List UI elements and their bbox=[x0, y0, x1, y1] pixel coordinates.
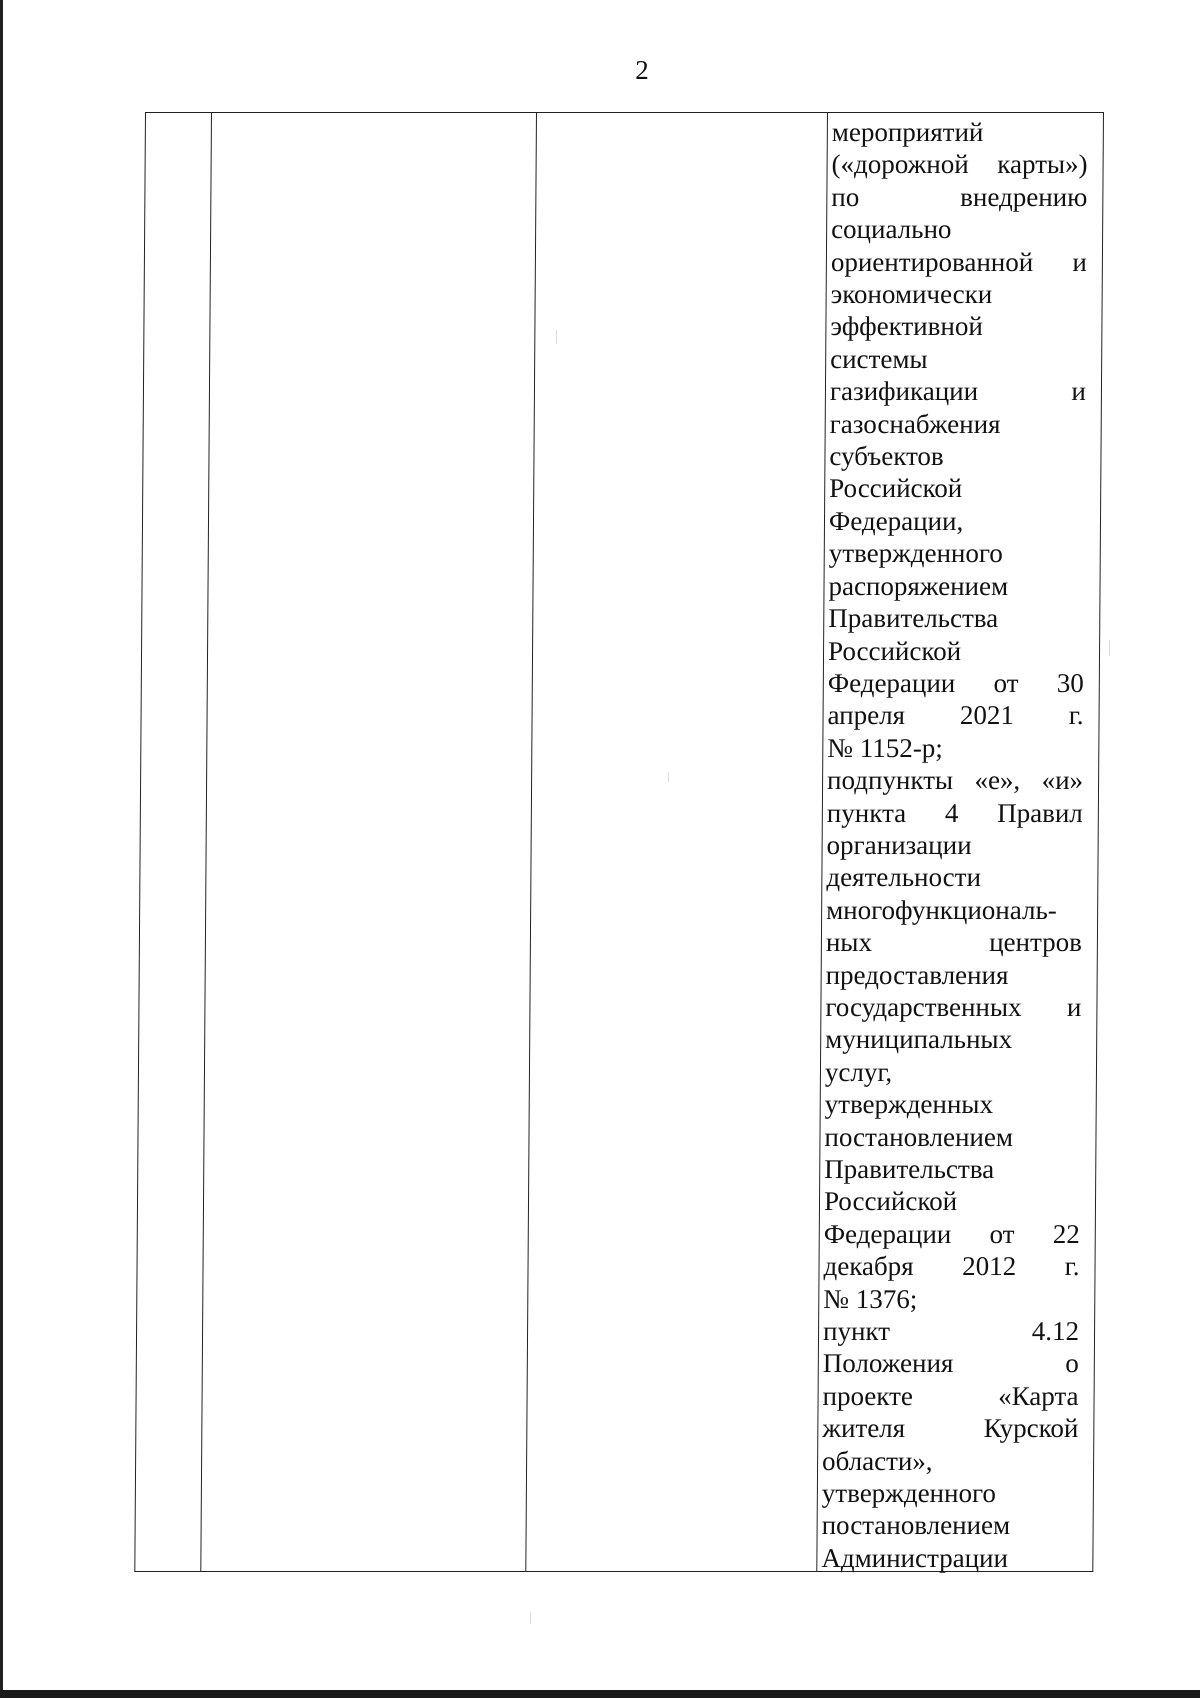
scan-speck bbox=[668, 772, 669, 782]
scan-speck bbox=[1109, 640, 1110, 656]
cell-text-line: эффективной bbox=[830, 311, 983, 342]
cell-text-line: пункта 4 Правил bbox=[826, 797, 1083, 828]
table-cell-col-3 bbox=[525, 113, 827, 1571]
cell-text-line: Российской bbox=[823, 1186, 958, 1217]
cell-text-line: предоставления bbox=[825, 959, 1009, 990]
table-cell-col-2 bbox=[200, 113, 536, 1571]
cell-text-line: апреля 2021 г. bbox=[827, 700, 1084, 731]
scan-speck bbox=[556, 330, 557, 344]
cell-text-line: ориентированной и bbox=[830, 246, 1088, 277]
cell-text-line: Федерации, bbox=[828, 505, 964, 536]
cell-text-line: Правительства bbox=[828, 603, 999, 634]
cell-text-line: подпункты «е», «и» bbox=[826, 765, 1084, 796]
cell-text-line: Правительства bbox=[824, 1154, 995, 1184]
cell-text-line: деятельности bbox=[826, 862, 982, 893]
cell-text-line: проекте «Карта bbox=[822, 1380, 1079, 1411]
cell-text-line: № 1152-р; bbox=[827, 732, 943, 763]
cell-text-line: постановлением bbox=[824, 1121, 1014, 1152]
cell-text-line: системы bbox=[830, 343, 928, 374]
table-cell-col-4-text bbox=[821, 116, 1088, 1574]
cell-text-line: утвержденных bbox=[824, 1089, 994, 1120]
cell-text-line: постановлением bbox=[821, 1510, 1011, 1541]
cell-text-line: мероприятий bbox=[831, 117, 984, 147]
cell-text-line: организации bbox=[826, 829, 972, 860]
cell-text-line: экономически bbox=[830, 279, 993, 310]
cell-text-line: государственных и bbox=[825, 991, 1082, 1022]
cell-text-line: по внедрению bbox=[831, 181, 1088, 212]
cell-text-line: пункт 4.12 bbox=[822, 1316, 1080, 1347]
cell-text-line: Российской bbox=[829, 473, 963, 504]
cell-text-line: муниципальных bbox=[825, 1024, 1013, 1055]
cell-text-line: многофункциональ- bbox=[826, 894, 1057, 925]
cell-text-line: Положения о bbox=[822, 1348, 1079, 1379]
cell-text-line: распоряжением bbox=[828, 570, 1009, 601]
cell-text-line: социально bbox=[831, 214, 952, 245]
cell-text-line: («дорожной карты») bbox=[831, 149, 1088, 180]
cell-text-line: Администрации bbox=[821, 1542, 1009, 1573]
scan-edge-left bbox=[0, 0, 3, 1698]
cell-text-line: Российской bbox=[827, 635, 962, 666]
cell-text-line: № 1376; bbox=[823, 1283, 918, 1314]
cell-text-line: жителя Курской bbox=[822, 1413, 1079, 1444]
cell-text-line: Федерации от 22 bbox=[823, 1218, 1080, 1249]
cell-text-line: ных центров bbox=[825, 927, 1083, 958]
scan-edge-bottom bbox=[0, 1690, 1200, 1698]
cell-text-line: услуг, bbox=[824, 1056, 893, 1087]
cell-text-line: Федерации от 30 bbox=[827, 667, 1084, 698]
cell-text-line: газификации и bbox=[829, 376, 1087, 407]
table-cell-col-1 bbox=[135, 113, 211, 1571]
scan-speck bbox=[530, 1612, 531, 1624]
page-number: 2 bbox=[635, 55, 649, 85]
cell-text-line: утвержденного bbox=[828, 538, 1003, 569]
document-table bbox=[134, 112, 1104, 1572]
cell-text-line: газоснабжения bbox=[829, 408, 1001, 439]
cell-text-line: утвержденного bbox=[821, 1478, 997, 1509]
cell-text-line: декабря 2012 г. bbox=[823, 1251, 1080, 1282]
cell-text-line: субъектов bbox=[829, 441, 944, 472]
cell-text-line: области», bbox=[822, 1445, 933, 1476]
